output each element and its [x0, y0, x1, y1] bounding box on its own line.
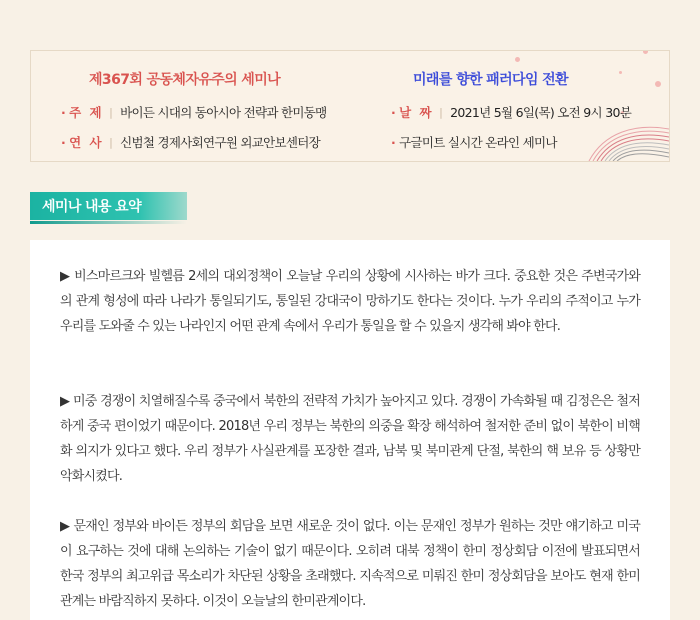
decor-dot — [515, 57, 520, 62]
section-tab-summary — [30, 192, 187, 220]
bullet: · — [391, 134, 396, 150]
speaker-label: 연 사 — [69, 135, 104, 150]
separator: | — [109, 105, 113, 119]
section-tab-label: 세미나 내용 요약 — [42, 199, 142, 215]
seminar-info-box — [30, 50, 670, 162]
summary-content-card — [30, 240, 670, 620]
topic-value: 바이든 시대의 동아시아 전략과 한미동맹 — [120, 105, 327, 120]
section-tab-underline — [30, 221, 187, 224]
separator: | — [109, 135, 113, 149]
separator: | — [439, 105, 443, 119]
topic-label: 주 제 — [69, 105, 104, 120]
bullet: · — [61, 134, 66, 150]
seminar-info-left — [61, 69, 381, 162]
seminar-subtitle: 미래를 향한 패러다임 전환 — [413, 72, 568, 88]
speaker-row — [61, 133, 381, 151]
decor-dot — [643, 50, 648, 54]
venue-value: 구글미트 실시간 온라인 세미나 — [399, 135, 557, 150]
bullet: · — [391, 104, 396, 120]
date-label: 날 짜 — [399, 105, 434, 120]
speaker-value: 신범철 경제사회연구원 외교안보센터장 — [120, 135, 321, 150]
summary-paragraph: ▶ 미중 경쟁이 치열해질수록 중국에서 북한의 전략적 가치가 높아지고 있다. 경쟁이 가속화될 때 김정은은 철저하게 중국 편이었기 때문이다. 2018년 우리 정부는 북한의 의중을 확장 해석하여 철저한 준비 없이 북한이 비핵화 의지가 있다고 했다. 우리 정부가 사실관계를 포장한 결과, 남북 및 북미관계 단절, 북한의 핵 보유 등 상황만 악화시켰다. — [60, 394, 640, 484]
bullet: · — [61, 104, 66, 120]
ribbon-decoration-icon — [579, 115, 669, 161]
date-value: 2021년 5월 6일(목) 오전 9시 30분 — [450, 105, 632, 120]
topic-row — [61, 103, 381, 121]
summary-paragraph: ▶ 문재인 정부와 바이든 정부의 회담을 보면 새로운 것이 없다. 이는 문재인 정부가 원하는 것만 얘기하고 미국이 요구하는 것에 대해 논의하는 기술이 없기 때문이다. 오히려 대북 정책이 한미 정상회담 이전에 발표되면서 한국 정부의 최고위급 목소리가 차단된 상황을 초래했다. 지속적으로 미뤄진 한미 정상회담을 보아도 현재 한미관계는 바람직하지 못하다. 이것이 오늘날의 한미관계이다. — [60, 519, 640, 609]
seminar-title: 제367회 공동체자유주의 세미나 — [89, 72, 281, 88]
summary-paragraph: ▶ 비스마르크와 빌헬름 2세의 대외정책이 오늘날 우리의 상황에 시사하는 바가 크다. 중요한 것은 주변국가와의 관계 형성에 따라 나라가 통일되기도, 통일된 강대국이 망하기도 한다는 것이다. 누가 우리의 주적이고 누가 우리를 도와줄 수 있는 나라인지 어떤 관계 속에서 우리가 통일을 할 수 있을지 생각해 봐야 한다. — [60, 269, 640, 334]
